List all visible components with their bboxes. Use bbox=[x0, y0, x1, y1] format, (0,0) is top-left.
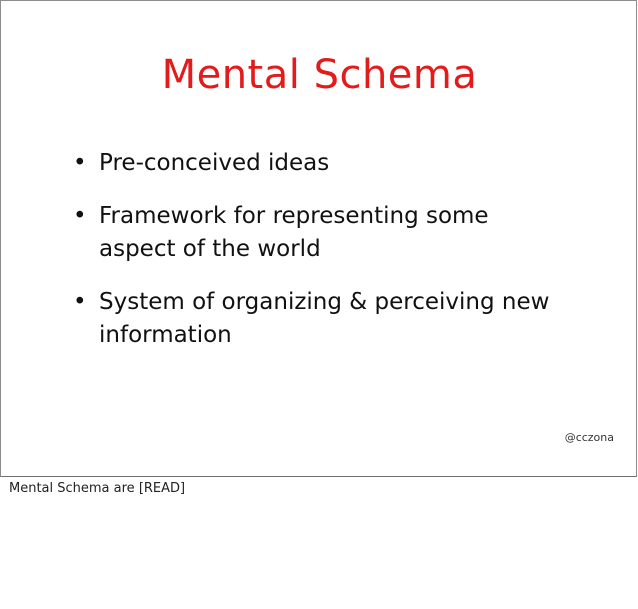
speaker-notes: Mental Schema are [READ] bbox=[9, 481, 186, 496]
bullet-item bbox=[73, 286, 553, 352]
bullet-list bbox=[73, 147, 553, 372]
bullet-icon: • bbox=[73, 203, 87, 229]
bullet-text: Framework for representing some aspect of the world bbox=[99, 203, 489, 262]
author-handle: @cczona bbox=[564, 431, 614, 444]
bullet-item bbox=[73, 200, 553, 266]
bullet-icon: • bbox=[73, 150, 87, 176]
bullet-item bbox=[73, 147, 553, 180]
bullet-icon: • bbox=[73, 289, 87, 315]
bullet-text: Pre-conceived ideas bbox=[99, 150, 330, 176]
slide-title: Mental Schema bbox=[161, 52, 478, 98]
bullet-text: System of organizing & perceiving new information bbox=[99, 289, 550, 348]
